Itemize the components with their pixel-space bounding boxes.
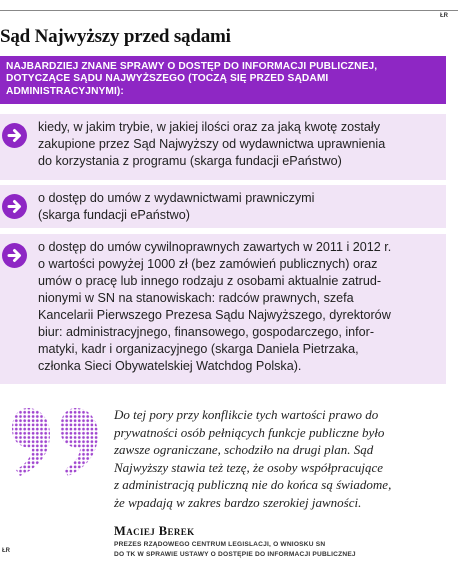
item-text-line: matyki, kadr i organizacyjnego (skarga Daniela Pietrzaka, [38,342,359,356]
author-role-line: DO TK W SPRAWIE USTAWY O DOSTĘPIE DO INFORMACJI PUBLICZNEJ [114,550,356,558]
item-text-line: (skarga fundacji ePaństwo) [38,208,190,222]
arrow-right-circle-icon [2,123,27,148]
page-title: Sąd Najwyższy przed sądami [0,26,231,47]
quote-line: że wpadają w zakres bardzo szerokiej jawności. [114,494,362,510]
item-text-line: umów o pracę lub innego rodzaju z osobami aktualnie zatrud- [38,274,382,288]
intro-banner: NAJBARDZIEJ ZNANE SPRAWY O DOSTĘP DO INFORMACJI PUBLICZNEJ, DOTYCZĄCE SĄDU NAJWYŻSZEGO (TOCZĄ SIĘ PRZED SĄDAMI ADMINISTRACYJNYMI): [0,56,446,104]
quote-author: Maciej Berek [114,524,195,538]
item-text-line: do korzystania z programu (skarga fundacji ePaństwo) [38,154,342,168]
quote-line: Najwyższy stawia też tezę, że osoby współpracujące [114,459,384,475]
arrow-right-circle-icon [2,194,27,219]
item-text-line: kiedy, w jakim trybie, w jakiej ilości oraz za jaką kwotę zostały [38,120,381,134]
list-item [0,114,446,180]
quote-text [114,406,444,512]
quote-dots-icon [10,406,102,478]
source-mark-bottom: ŁR [2,548,10,554]
list-item [0,185,446,228]
item-text-line: nionymi w SN na stanowiskach: radców prawnych, szefa [38,291,354,305]
top-rule [0,10,458,11]
author-role-line: PREZES RZĄDOWEGO CENTRUM LEGISLACJI, O WNIOSKU SN [114,541,326,548]
quote-line: Do tej pory przy konflikcie tych wartości prawo do [114,407,379,422]
quote-line: zawsze ograniczane, schodziło na drugi plan. Sąd [114,442,374,458]
item-text-line: Kancelarii Pierwszego Prezesa Sądu Najwyższego, dyrektorów [38,308,391,322]
source-mark-top: ŁR [440,13,448,19]
item-text-line: członka Sieci Obywatelskiej Watchdog Polska). [38,359,302,373]
item-text-line: o dostęp do umów z wydawnictwami prawniczymi [38,191,315,205]
list-item [0,234,446,384]
item-text-line: biur: administracyjnego, finansowego, gospodarczego, infor- [38,325,375,339]
item-text-line: o wartości powyżej 1000 zł (bez zamówień publicznych) oraz [38,257,378,271]
quote-line: prywatności osób pełniących funkcje publiczne było [114,424,385,440]
item-text-line: o dostęp do umów cywilnoprawnych zawartych w 2011 i 2012 r. [38,240,392,254]
arrow-right-circle-icon [2,243,27,268]
author-role [114,540,454,559]
item-text-line: zakupione przez Sąd Najwyższy od wydawnictwa uprawnienia [38,137,386,151]
quote-line: z administracją publiczną nie do końca są świadome, [114,477,392,493]
